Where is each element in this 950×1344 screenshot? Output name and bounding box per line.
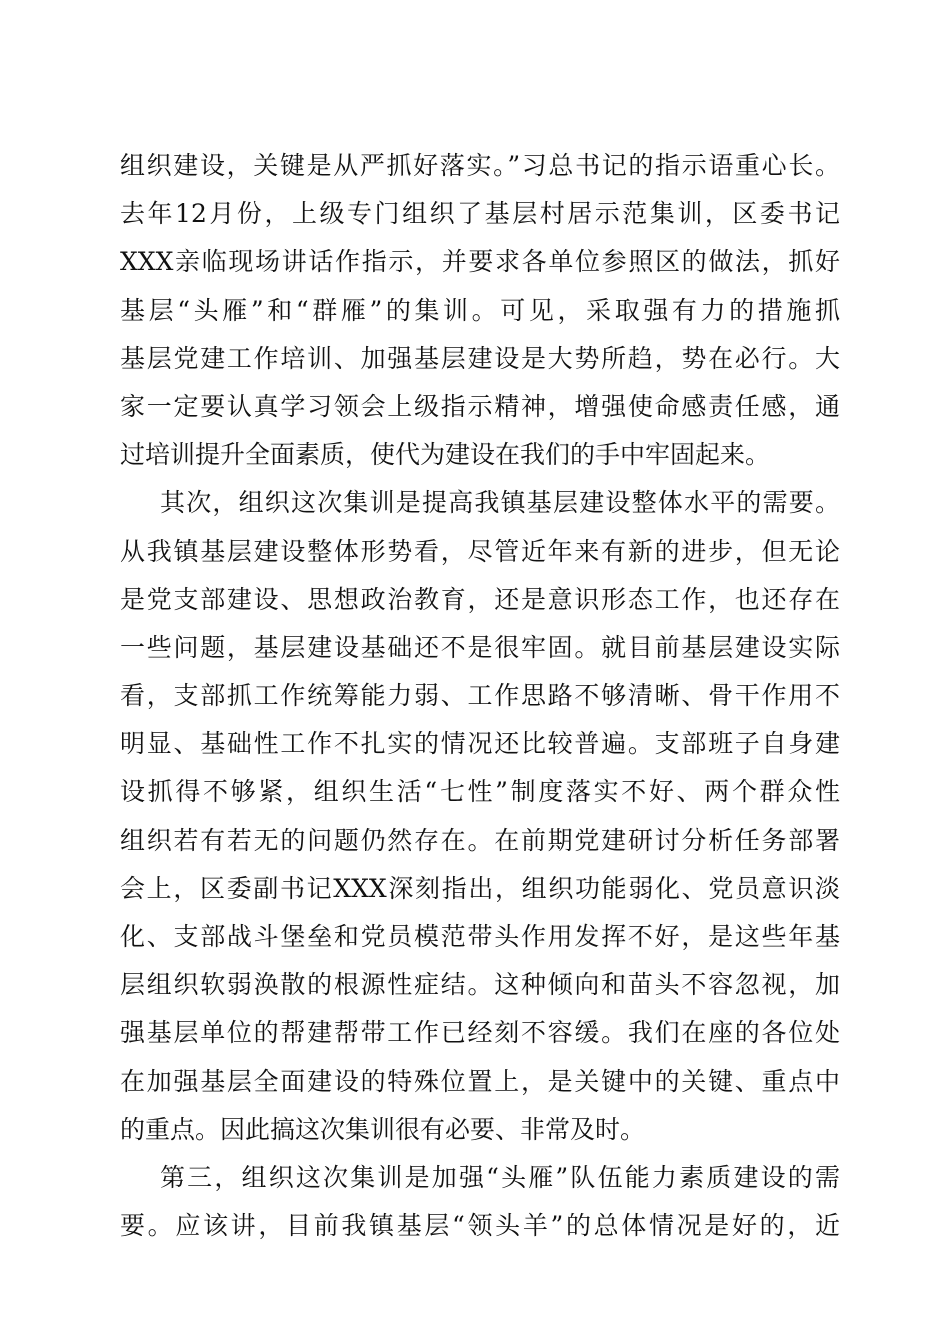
text-line: 化、支部战斗堡垒和党员模范带头作用发挥不好，是这些年基 bbox=[120, 922, 840, 951]
text-line: 明显、基础性工作不扎实的情况还比较普遍。支部班子自身建 bbox=[120, 729, 840, 759]
text-line: 要。应该讲，目前我镇基层“领头羊”的总体情况是好的，近 bbox=[120, 1211, 840, 1241]
text-line: 组织建设，关键是从严抓好落实。”习总书记的指示语重心长。 bbox=[120, 151, 840, 180]
text-line: 强基层单位的帮建帮带工作已经刻不容缓。我们在座的各位处 bbox=[120, 1018, 840, 1048]
text-line: 的重点。因此搞这次集训很有必要、非常及时。 bbox=[120, 1114, 646, 1144]
text-line: 层组织软弱涣散的根源性症结。这种倾向和苗头不容忽视，加 bbox=[120, 970, 840, 1000]
text-line: 家一定要认真学习领会上级指示精神，增强使命感责任感，通 bbox=[120, 391, 840, 421]
text-line: 基层“头雁”和“群雁”的集训。可见，采取强有力的措施抓 bbox=[120, 295, 840, 325]
text-line: 过培训提升全面素质，使代为建设在我们的手中牢固起来。 bbox=[120, 440, 771, 470]
text-line: 一些问题，基层建设基础还不是很牢固。就目前基层建设实际 bbox=[120, 632, 840, 662]
text-line: 设抓得不够紧，组织生活“七性”制度落实不好、两个群众性 bbox=[120, 777, 840, 807]
text-line: 从我镇基层建设整体形势看，尽管近年来有新的进步，但无论 bbox=[120, 536, 840, 566]
text-line: 看，支部抓工作统筹能力弱、工作思路不够清晰、骨干作用不 bbox=[120, 681, 840, 711]
text-line: 去年12月份，上级专门组织了基层村居示范集训，区委书记 bbox=[120, 199, 840, 229]
paragraph-start-line: 其次，组织这次集训是提高我镇基层建设整体水平的需要。 bbox=[160, 488, 840, 518]
text-line: 会上，区委副书记XXX深刻指出，组织功能弱化、党员意识淡 bbox=[120, 873, 840, 903]
text-line: 是党支部建设、思想政治教育，还是意识形态工作，也还存在 bbox=[120, 584, 840, 614]
text-line: XXX亲临现场讲话作指示，并要求各单位参照区的做法，抓好 bbox=[120, 247, 840, 277]
text-line: 组织若有若无的问题仍然存在。在前期党建研讨分析任务部署 bbox=[120, 825, 840, 855]
body-text bbox=[120, 142, 840, 1250]
text-line: 基层党建工作培训、加强基层建设是大势所趋，势在必行。大 bbox=[120, 343, 840, 373]
paragraph-start-line: 第三，组织这次集训是加强“头雁”队伍能力素质建设的需 bbox=[160, 1162, 840, 1192]
text-line: 在加强基层全面建设的特殊位置上，是关键中的关键、重点中 bbox=[120, 1066, 840, 1096]
